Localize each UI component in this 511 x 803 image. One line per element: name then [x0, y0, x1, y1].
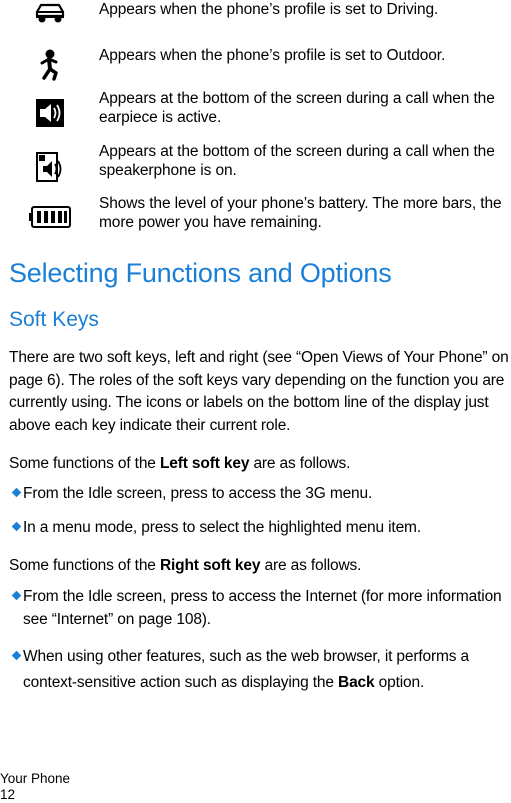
list-item-text: option.: [374, 674, 425, 691]
icon-description: Appears when the phone’s profile is set to Outdoor.: [99, 47, 446, 64]
list-item-text: From the Idle screen, press to access the Internet (for more information see “Internet” on page 108).: [23, 588, 502, 628]
earpiece-icon: [22, 99, 78, 127]
paragraph-text: Some functions of the: [9, 455, 160, 472]
paragraph-text: Some functions of the: [9, 557, 160, 574]
car-icon: [22, 2, 78, 24]
footer-page-number: 12: [0, 787, 16, 802]
battery-icon: [22, 206, 78, 228]
right-soft-key-term: Right soft key: [159, 557, 261, 574]
section-subtitle: Soft Keys: [9, 308, 99, 331]
paragraph-text: are as follows.: [249, 455, 351, 472]
list-item: [9, 517, 511, 540]
icon-description: Appears at the bottom of the screen during a call when the speakerphone is on.: [99, 143, 495, 179]
list-item-text: From the Idle screen, press to access the 3G menu.: [23, 485, 373, 502]
diamond-bullet-icon: [12, 488, 22, 498]
icon-description: Appears at the bottom of the screen during a call when the earpiece is active.: [99, 90, 495, 126]
right-soft-key-paragraph: [9, 555, 511, 578]
section-title: Selecting Functions and Options: [9, 258, 392, 288]
diamond-bullet-icon: [12, 651, 22, 661]
footer-chapter: Your Phone: [0, 771, 71, 786]
left-soft-key-term: Left soft key: [159, 455, 250, 472]
walking-person-icon: [22, 49, 78, 81]
icon-description: Shows the level of your phone’s battery. The more bars, the more power you have remaining.: [99, 195, 502, 231]
list-item: [9, 586, 511, 631]
paragraph-text: are as follows.: [260, 557, 362, 574]
back-option-term: Back: [338, 674, 375, 691]
list-item-text: In a menu mode, press to select the highlighted menu item.: [23, 519, 421, 536]
left-soft-key-paragraph: [9, 453, 511, 476]
intro-paragraph: There are two soft keys, left and right (see “Open Views of Your Phone” on page 6). The roles of the soft keys vary depending on the function you are currently using. The icons or labels on the bottom line of the display just above each key indicate their current role.: [9, 349, 509, 434]
list-item: [9, 483, 511, 506]
diamond-bullet-icon: [12, 522, 22, 532]
list-item-text: When using other features, such as the web browser, it performs a context-sensitive action such as displaying the: [23, 648, 470, 691]
icon-description: Appears when the phone’s profile is set to Driving.: [99, 1, 439, 18]
speakerphone-icon: [22, 152, 78, 182]
diamond-bullet-icon: [12, 591, 22, 601]
list-item: [9, 644, 511, 696]
